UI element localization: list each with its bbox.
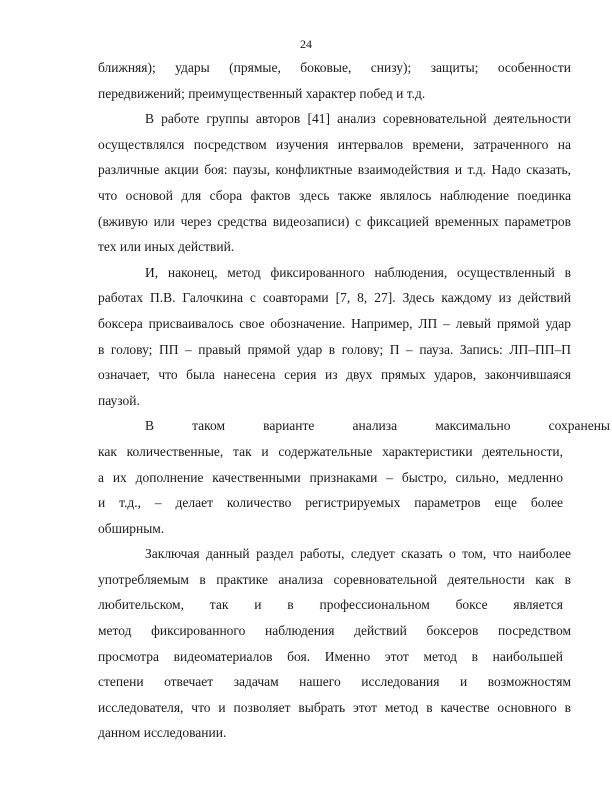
text-line: боксера присваивалось свое обозначение. Например, ЛП – левый прямой удар bbox=[98, 315, 571, 331]
text-line: как количественные, так и содержательные характеристики деятельности, bbox=[98, 443, 563, 459]
text-line: (вживую или через средства видеозаписи) с фиксацией временных параметров bbox=[98, 213, 571, 229]
text-line: что основой для сбора фактов здесь также являлось наблюдение поединка bbox=[98, 187, 571, 203]
text-line: работах П.В. Галочкина с соавторами [7, 8, 27]. Здесь каждому из действий bbox=[98, 290, 571, 306]
text-line: просмотра видеоматериалов боя. Именно этот метод в наибольшей bbox=[98, 648, 563, 664]
text-line: передвижений; преимущественный характер побед и т.д. bbox=[98, 85, 426, 101]
text-line: В таком варианте анализа максимально сохранены bbox=[145, 418, 610, 434]
text-line: обширным. bbox=[98, 520, 165, 536]
text-line: метод фиксированного наблюдения действий боксеров посредством bbox=[98, 623, 571, 639]
document-body bbox=[98, 55, 610, 746]
page-number: 24 bbox=[300, 37, 312, 51]
text-line: паузой. bbox=[98, 392, 140, 408]
text-line: степени отвечает задачам нашего исследования и возможностям bbox=[98, 674, 571, 690]
text-line: тех или иных действий. bbox=[98, 239, 235, 255]
text-line: В работе группы авторов [41] анализ соревновательной деятельности bbox=[145, 111, 571, 127]
text-line: Заключая данный раздел работы, следует сказать о том, что наиболее bbox=[145, 546, 571, 562]
text-line: ближняя); удары (прямые, боковые, снизу); защиты; особенности bbox=[98, 60, 571, 75]
text-line: данном исследовании. bbox=[98, 725, 227, 741]
text-line: осуществлялся посредством изучения интервалов времени, затраченного на bbox=[98, 136, 571, 152]
text-line: а их дополнение качественными признаками – быстро, сильно, медленно bbox=[98, 469, 563, 485]
text-line: различные акции боя: паузы, конфликтные взаимодействия и т.д. Надо сказать, bbox=[98, 162, 571, 178]
text-line: и т.д., – делает количество регистрируемых параметров еще более bbox=[98, 495, 563, 511]
text-line: означает, что была нанесена серия из двух прямых ударов, закончившаяся bbox=[98, 367, 571, 383]
text-line: любительском, так и в профессиональном боксе является bbox=[98, 597, 563, 613]
text-line: употребляемым в практике анализа соревновательной деятельности как в bbox=[98, 571, 571, 587]
text-line: в голову; ПП – правый прямой удар в голову; П – пауза. Запись: ЛП–ПП–П bbox=[98, 341, 571, 357]
text-line: И, наконец, метод фиксированного наблюдения, осуществленный в bbox=[145, 264, 571, 280]
text-line: исследователя, что и позволяет выбрать этот метод в качестве основного в bbox=[98, 699, 571, 715]
